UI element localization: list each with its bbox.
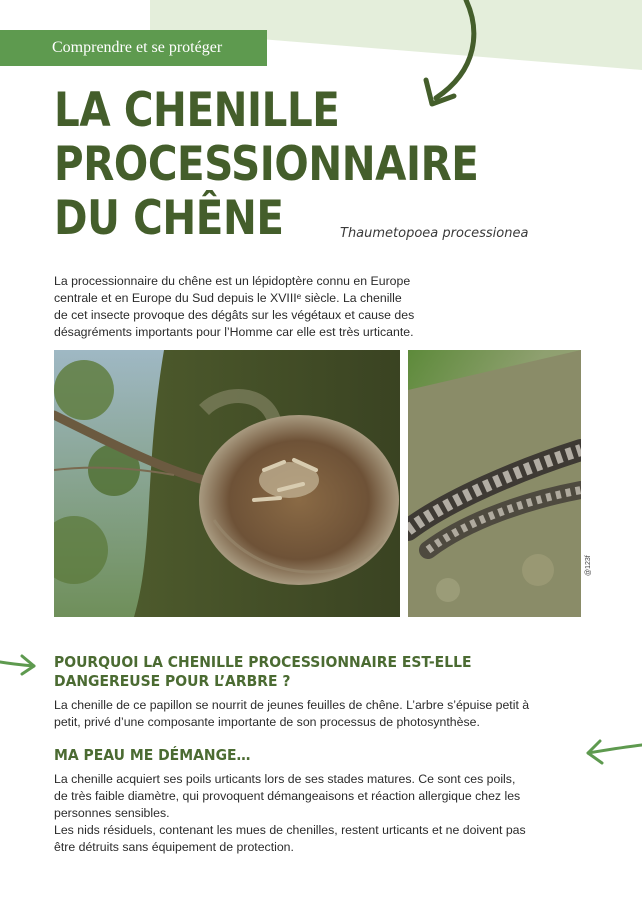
- paragraph-line: La chenille de ce papillon se nourrit de jeunes feuilles de chêne. L’arbre s’épuise petit à: [54, 698, 530, 712]
- title-line-2: PROCESSIONNAIRE: [54, 137, 479, 192]
- paragraph-line: personnes sensibles.: [54, 806, 170, 820]
- heading-line: DANGEREUSE POUR L’ARBRE ?: [54, 672, 291, 690]
- section-heading-skin-itch: MA PEAU ME DÉMANGE…: [54, 746, 251, 764]
- arrow-right-icon: [0, 652, 40, 678]
- title-line-3: DU CHÊNE: [54, 191, 284, 246]
- paragraph-line: La chenille acquiert ses poils urticants lors de ses stades matures. Ce sont ces poils,: [54, 772, 516, 786]
- section-paragraph-tree-danger: [54, 697, 564, 731]
- section-heading-tree-danger: [54, 653, 472, 691]
- photo-caterpillar-procession: [408, 350, 581, 617]
- paragraph-line: de très faible diamètre, qui provoquent démangeaisons et réaction allergique chez les: [54, 789, 521, 803]
- section-tag: Comprendre et se protéger: [0, 30, 267, 66]
- title-line-1: LA CHENILLE: [54, 83, 340, 138]
- heading-line: POURQUOI LA CHENILLE PROCESSIONNAIRE EST-ELLE: [54, 653, 472, 671]
- arrow-left-icon: [582, 735, 642, 765]
- paragraph-line: être détruits sans équipement de protection.: [54, 840, 294, 854]
- intro-line: désagréments importants pour l’Homme car elle est très urticante.: [54, 325, 414, 339]
- intro-paragraph: [54, 273, 454, 341]
- latin-name: Thaumetopoea processionea: [340, 226, 529, 241]
- photo-credit: @123f: [585, 555, 592, 576]
- section-paragraph-skin-itch: [54, 771, 564, 856]
- intro-line: de cet insecte provoque des dégâts sur les végétaux et cause des: [54, 308, 415, 322]
- page-title: [54, 84, 536, 246]
- paragraph-line: petit, privé d’une composante importante de son processus de photosynthèse.: [54, 715, 480, 729]
- photo-caterpillar-nest: [54, 350, 400, 617]
- intro-line: La processionnaire du chêne est un lépidoptère connu en Europe: [54, 274, 411, 288]
- paragraph-line: Les nids résiduels, contenant les mues de chenilles, restent urticants et ne doivent pas: [54, 823, 526, 837]
- intro-line: centrale et en Europe du Sud depuis le XVIIIᵉ siècle. La chenille: [54, 291, 402, 305]
